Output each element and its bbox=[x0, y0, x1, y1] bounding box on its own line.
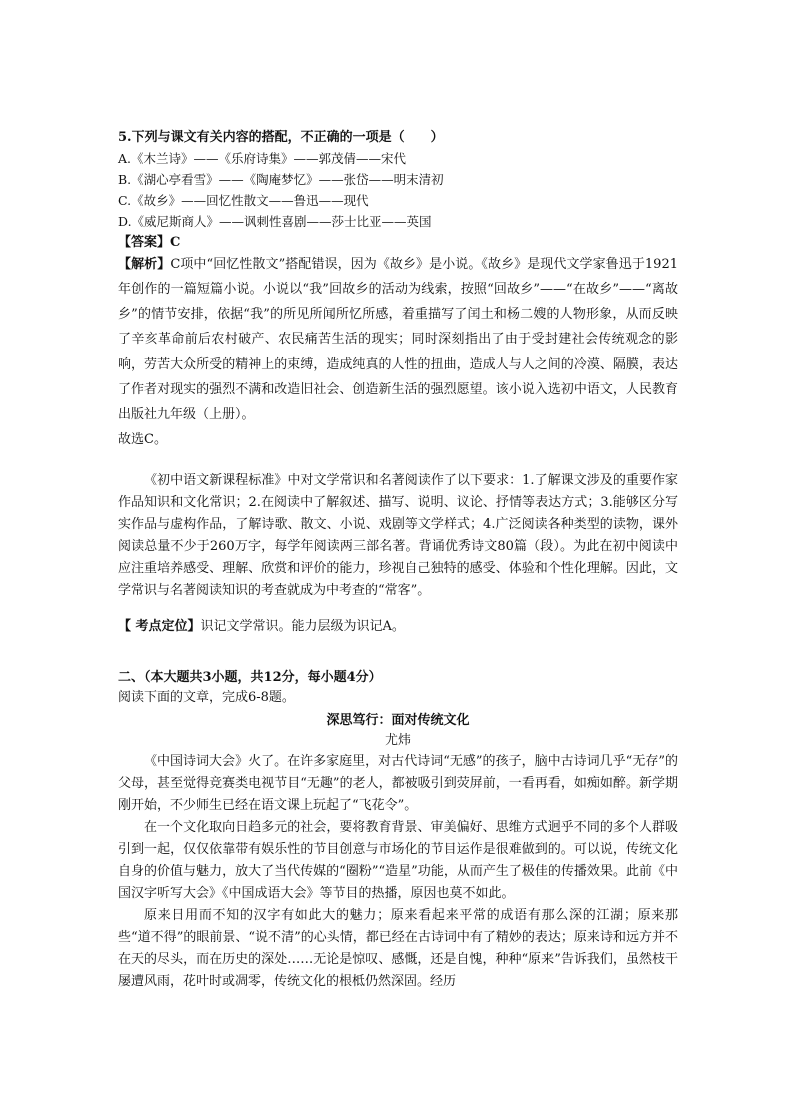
section-2-header bbox=[118, 668, 678, 708]
section-2-instruction: 阅读下面的文章，完成6-8题。 bbox=[118, 690, 295, 705]
kaodian-label: 【 考点定位】 bbox=[118, 619, 201, 634]
question-5-options bbox=[118, 148, 678, 232]
curriculum-standard-text: 《初中语文新课程标准》中对文学常识和名著阅读作了以下要求：1.了解课文涉及的重要作家作品知识和文化常识；2.在阅读中了解叙述、描写、说明、议论、抒情等表达方式；3.能够区分写实作品与虚构作品，了解诗歌、散文、小说、戏剧等文学样式；4.广泛阅读各种类型的读物，课外阅读总量不少于260万字，每学年阅读两三部名著。背诵优秀诗文80篇（段）。为此在初中阅读中应注重培养感受、理解、欣赏和评价的能力，珍视自己独特的感受、体验和个性化理解。因此，文学常识与名著阅读知识的考查就成为中考查的“常客”。 bbox=[118, 473, 678, 598]
article-title: 深思笃行：面对传统文化 bbox=[326, 713, 470, 728]
analysis-label: 【解析】 bbox=[118, 257, 171, 272]
article-author: 尤炜 bbox=[384, 733, 411, 748]
option-a: A.《木兰诗》——《乐府诗集》——郭茂倩——宋代 bbox=[118, 151, 407, 166]
kaodian-text: 识记文学常识。能力层级为识记A。 bbox=[200, 619, 405, 634]
article-paragraph-1: 《中国诗词大会》火了。在许多家庭里，对古代诗词“无感”的孩子，脑中古诗词几乎“无存”的父母，甚至觉得竞赛类电视节目“无趣”的老人，都被吸引到荧屏前，一看再看，如痴如醉。新学期刚开始，不少师生已经在语文课上玩起了“飞花令”。 bbox=[118, 754, 678, 813]
question-5-title: 5.下列与课文有关内容的搭配，不正确的一项是（ ） bbox=[118, 130, 444, 145]
option-b: B.《湖心亭看雪》——《陶庵梦忆》——张岱——明末清初 bbox=[118, 172, 444, 187]
analysis bbox=[118, 252, 678, 452]
option-d: D.《威尼斯商人》——讽刺性喜剧——莎士比亚——英国 bbox=[118, 214, 432, 229]
curriculum-standard bbox=[118, 470, 678, 602]
analysis-conclusion: 故选C。 bbox=[118, 432, 167, 447]
article-paragraph-3: 原来日用而不知的汉字有如此大的魅力；原来看起来平常的成语有那么深的江湖；原来那些“道不得”的眼前景、“说不清”的心头情，都已经在古诗词中有了精妙的表达；原来诗和远方并不在天的尽头，而在历史的深处……无论是惊叹、感慨，还是自愧，种种“原来”告诉我们，虽然枝干屡遭风雨，花叶时或凋零，传统文化的根柢仍然深固。经历 bbox=[118, 908, 678, 989]
kaodian bbox=[118, 617, 678, 637]
option-c: C.《故乡》——回忆性散文——鲁迅——现代 bbox=[118, 193, 369, 208]
article-body bbox=[118, 751, 678, 993]
article-paragraph-2: 在一个文化取向日趋多元的社会，要将教育背景、审美偏好、思维方式迥乎不同的多个人群吸引到一起，仅仅依靠带有娱乐性的节目创意与市场化的节目运作是很难做到的。可以说，传统文化自身的价值与魅力，放大了当代传媒的“圈粉”“造星”功能，从而产生了极佳的传播效果。此前《中国汉字听写大会》《中国成语大会》等节目的热播，原因也莫不如此。 bbox=[118, 820, 678, 901]
analysis-text: C项中“回忆性散文”搭配错误，因为《故乡》是小说。《故乡》是现代文学家鲁迅于1921年创作的一篇短篇小说。小说以“我”回故乡的活动为线索，按照“回故乡”——“在故乡”——“离故乡”的情节安排，依据“我”的所见所闻所忆所感，着重描写了闰土和杨二嫂的人物形象，从而反映了辛亥革命前后农村破产、农民痛苦生活的现实；同时深刻指出了由于受封建社会传统观念的影响，劳苦大众所受的精神上的束缚，造成纯真的人性的扭曲，造成人与人之间的冷漠、隔膜，表达了作者对现实的强烈不满和改造旧社会、创造新生活的强烈愿望。该小说入选初中语文，人民教育出版社九年级（上册）。 bbox=[118, 257, 678, 422]
section-2-heading: 二、（本大题共3小题，共12分，每小题4分） bbox=[118, 670, 382, 685]
answer: 【答案】C bbox=[118, 235, 181, 250]
